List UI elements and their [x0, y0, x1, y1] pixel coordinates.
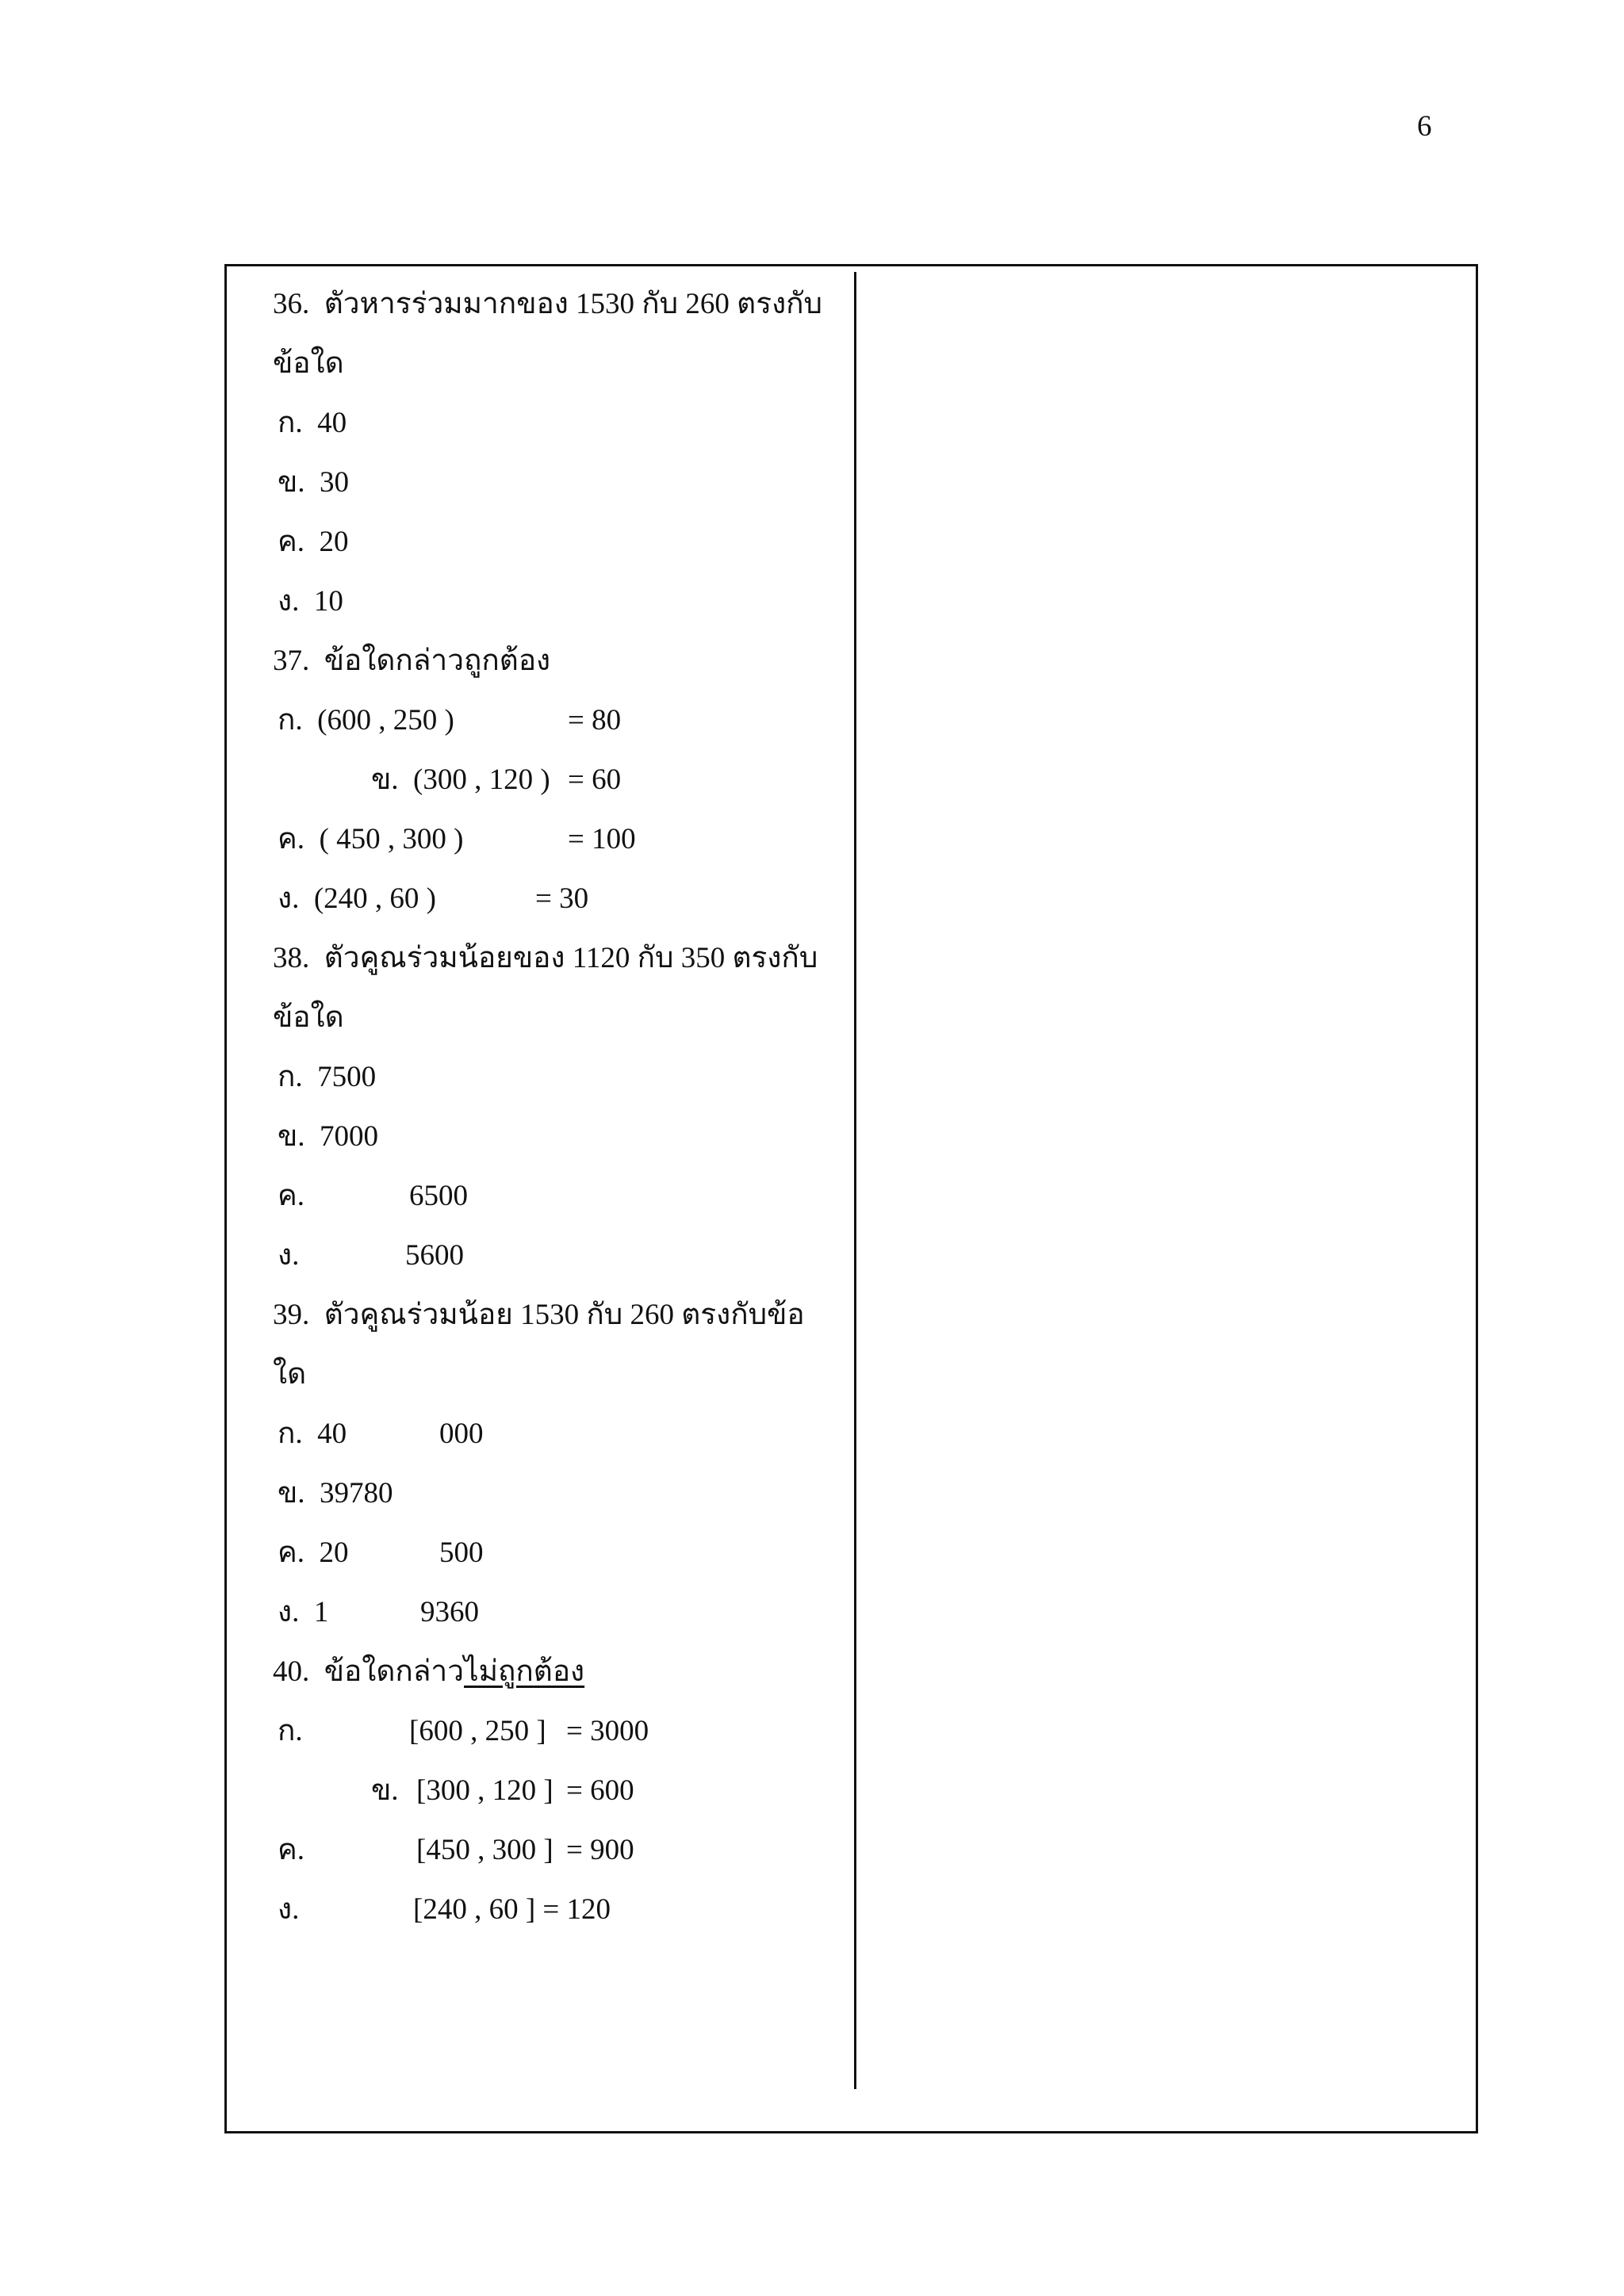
option-label: ข.: [278, 466, 305, 499]
option-value: 6500: [409, 1180, 468, 1212]
option-label: ข.: [371, 1774, 399, 1807]
option-label: ก.: [278, 704, 303, 737]
option-value: [450 , 300 ]: [416, 1834, 553, 1866]
option-value: 7000: [320, 1120, 379, 1153]
question-36: [273, 289, 822, 319]
option-label: ง.: [278, 585, 300, 618]
option-value: 40: [317, 1418, 347, 1450]
option-39-c: [278, 1536, 484, 1569]
question-number: 38.: [273, 942, 310, 974]
option-label: ง.: [278, 1893, 300, 1926]
question-40: [273, 1657, 584, 1686]
option-value: 30: [320, 466, 350, 499]
page-number: 6: [1417, 110, 1432, 143]
option-result: = 600: [566, 1774, 634, 1807]
option-value: [600 , 250 ]: [409, 1715, 546, 1747]
option-label: ก.: [278, 1715, 303, 1747]
option-label: ง.: [278, 882, 300, 915]
option-value: 7500: [317, 1061, 377, 1093]
option-39-b: [278, 1479, 393, 1508]
question-38: [273, 943, 818, 973]
question-39-wrap: ใด: [273, 1358, 307, 1391]
option-value: 39780: [320, 1477, 393, 1510]
option-value: 1: [313, 1596, 329, 1628]
option-36-d: [278, 587, 343, 616]
option-value: (600 , 250 ): [317, 704, 454, 737]
option-result: = 60: [568, 763, 622, 796]
option-40-b: [371, 1774, 634, 1807]
question-number: 36.: [273, 288, 310, 320]
option-label: ค.: [278, 1834, 305, 1866]
option-label: ก.: [278, 1061, 303, 1093]
option-37-a: [278, 704, 622, 737]
question-38-wrap: ข้อใด: [273, 1001, 344, 1034]
option-label: ง.: [278, 1596, 300, 1628]
question-36-wrap: ข้อใด: [273, 347, 344, 380]
question-text: ตัวคูณร่วมน้อยของ 1120 กับ 350 ตรงกับ: [324, 942, 818, 974]
option-value: [300 , 120 ]: [416, 1774, 553, 1807]
option-label: ค.: [278, 526, 305, 558]
option-label: ก.: [278, 1418, 303, 1450]
option-value: 5600: [405, 1239, 464, 1272]
option-38-c: [278, 1180, 468, 1212]
option-value-cont: 000: [439, 1418, 484, 1450]
option-value: 40: [317, 407, 347, 439]
option-value: 20: [319, 526, 349, 558]
option-36-c: [278, 527, 349, 557]
question-text: ตัวคูณร่วมน้อย 1530 กับ 260 ตรงกับข้อ: [324, 1299, 805, 1331]
question-number: 39.: [273, 1299, 310, 1331]
option-40-a: [278, 1715, 649, 1747]
option-result: = 100: [568, 823, 636, 855]
option-result: = 80: [568, 704, 622, 737]
question-number: 40.: [273, 1655, 310, 1688]
option-37-c: [278, 823, 636, 855]
option-36-b: [278, 468, 349, 497]
option-value: ( 450 , 300 ): [319, 823, 464, 855]
option-40-c: [278, 1834, 634, 1866]
option-value: (240 , 60 ): [313, 882, 436, 915]
option-label: ข.: [278, 1477, 305, 1510]
option-result: = 30: [535, 882, 589, 915]
column-divider: [854, 272, 856, 2089]
option-label: ข.: [278, 1120, 305, 1153]
option-value: 20: [319, 1536, 349, 1569]
option-result: = 3000: [566, 1715, 649, 1747]
option-40-d: [278, 1893, 611, 1926]
option-label: ค.: [278, 823, 305, 855]
option-39-d: [278, 1596, 479, 1628]
question-39: [273, 1300, 805, 1330]
question-text: ข้อใดกล่าวถูกต้อง: [324, 645, 551, 677]
question-text: ตัวหารร่วมมากของ 1530 กับ 260 ตรงกับ: [324, 288, 823, 320]
option-37-d: [278, 882, 589, 915]
option-37-b: [371, 763, 622, 796]
option-value-cont: 9360: [420, 1596, 479, 1628]
option-label: ข.: [371, 763, 399, 796]
question-37: [273, 646, 550, 675]
option-value: (300 , 120 ): [413, 763, 550, 796]
option-value: 10: [313, 585, 343, 618]
question-text-underlined: ไม่ถูกต้อง: [464, 1655, 585, 1688]
option-label: ค.: [278, 1180, 305, 1212]
option-value-cont: 500: [439, 1536, 484, 1569]
option-label: ค.: [278, 1536, 305, 1569]
option-result: = 900: [566, 1834, 634, 1866]
option-38-a: [278, 1062, 376, 1092]
option-value: [240 , 60 ] = 120: [413, 1893, 611, 1926]
option-38-d: [278, 1239, 464, 1272]
option-39-a: [278, 1418, 484, 1450]
option-36-a: [278, 408, 347, 438]
option-label: ก.: [278, 407, 303, 439]
option-label: ง.: [278, 1239, 300, 1272]
question-text: ข้อใดกล่าว: [324, 1655, 464, 1688]
option-38-b: [278, 1122, 378, 1151]
question-number: 37.: [273, 645, 310, 677]
